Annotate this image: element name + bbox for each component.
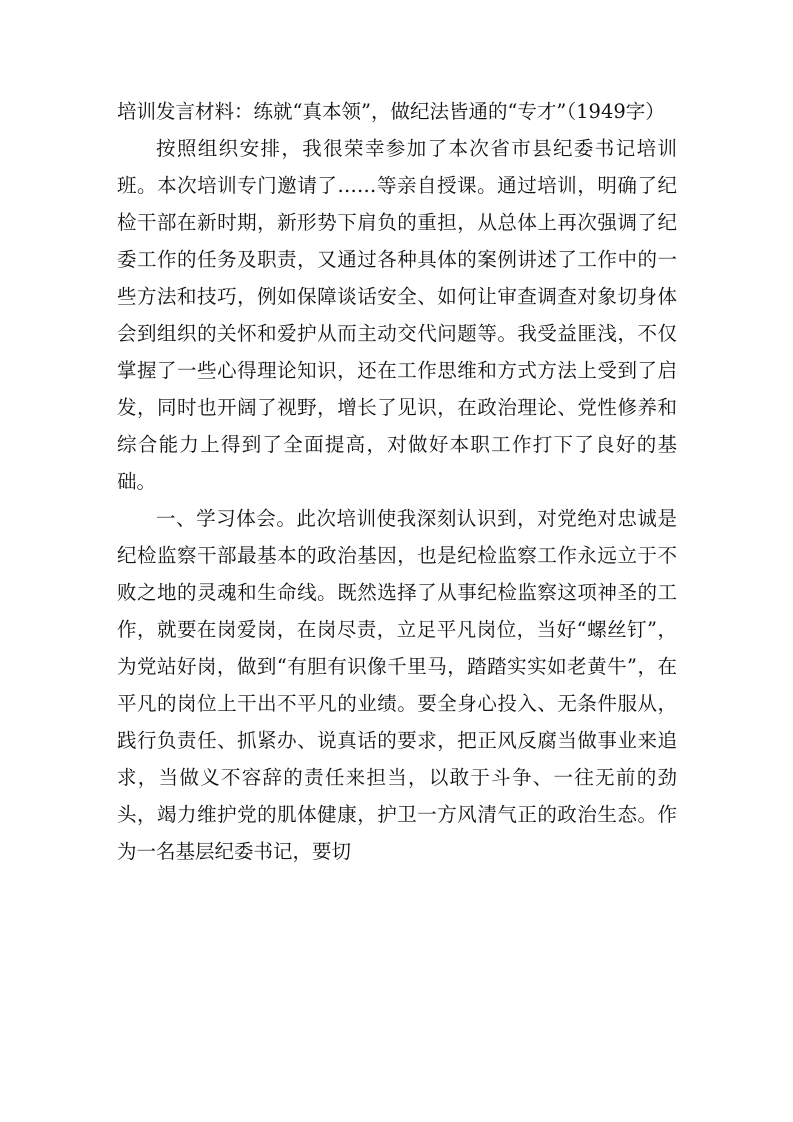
paragraph-learning-experience: 一、学习体会。此次培训使我深刻认识到，对党绝对忠诚是纪检监察干部最基本的政治基因，也是纪检监察工作永远立于不败之地的灵魂和生命线。既然选择了从事纪检监察这项神圣的工作，就要在岗爱岗，在岗尽责，立足平凡岗位，当好“螺丝钉”，为党站好岗，做到“有胆有识像千里马，踏踏实实如老黄牛”，在平凡的岗位上干出不平凡的业绩。要全身心投入、无条件服从，践行负责任、抓紧办、说真话的要求，把正风反腐当做事业来追求，当做义不容辞的责任来担当，以敢于斗争、一往无前的劲头，竭力维护党的肌体健康，护卫一方风清气正的政治生态。作为一名基层纪委书记，要切 <box>117 507 677 863</box>
document-body <box>117 93 677 870</box>
document-title: 培训发言材料：练就“真本领”，做纪法皆通的“专才”（1949字） <box>117 100 665 123</box>
paragraph-intro: 按照组织安排，我很荣幸参加了本次省市县纪委书记培训班。本次培训专门邀请了……等亲自授课。通过培训，明确了纪检干部在新时期，新形势下肩负的重担，从总体上再次强调了纪委工作的任务及职责，又通过各种具体的案例讲述了工作中的一些方法和技巧，例如保障谈话安全、如何让审查调查对象切身体会到组织的关怀和爱护从而主动交代问题等。我受益匪浅，不仅掌握了一些心得理论知识，还在工作思维和方式方法上受到了启发，同时也开阔了视野，增长了见识，在政治理论、党性修养和综合能力上得到了全面提高，对做好本职工作打下了良好的基础。 <box>117 137 677 493</box>
